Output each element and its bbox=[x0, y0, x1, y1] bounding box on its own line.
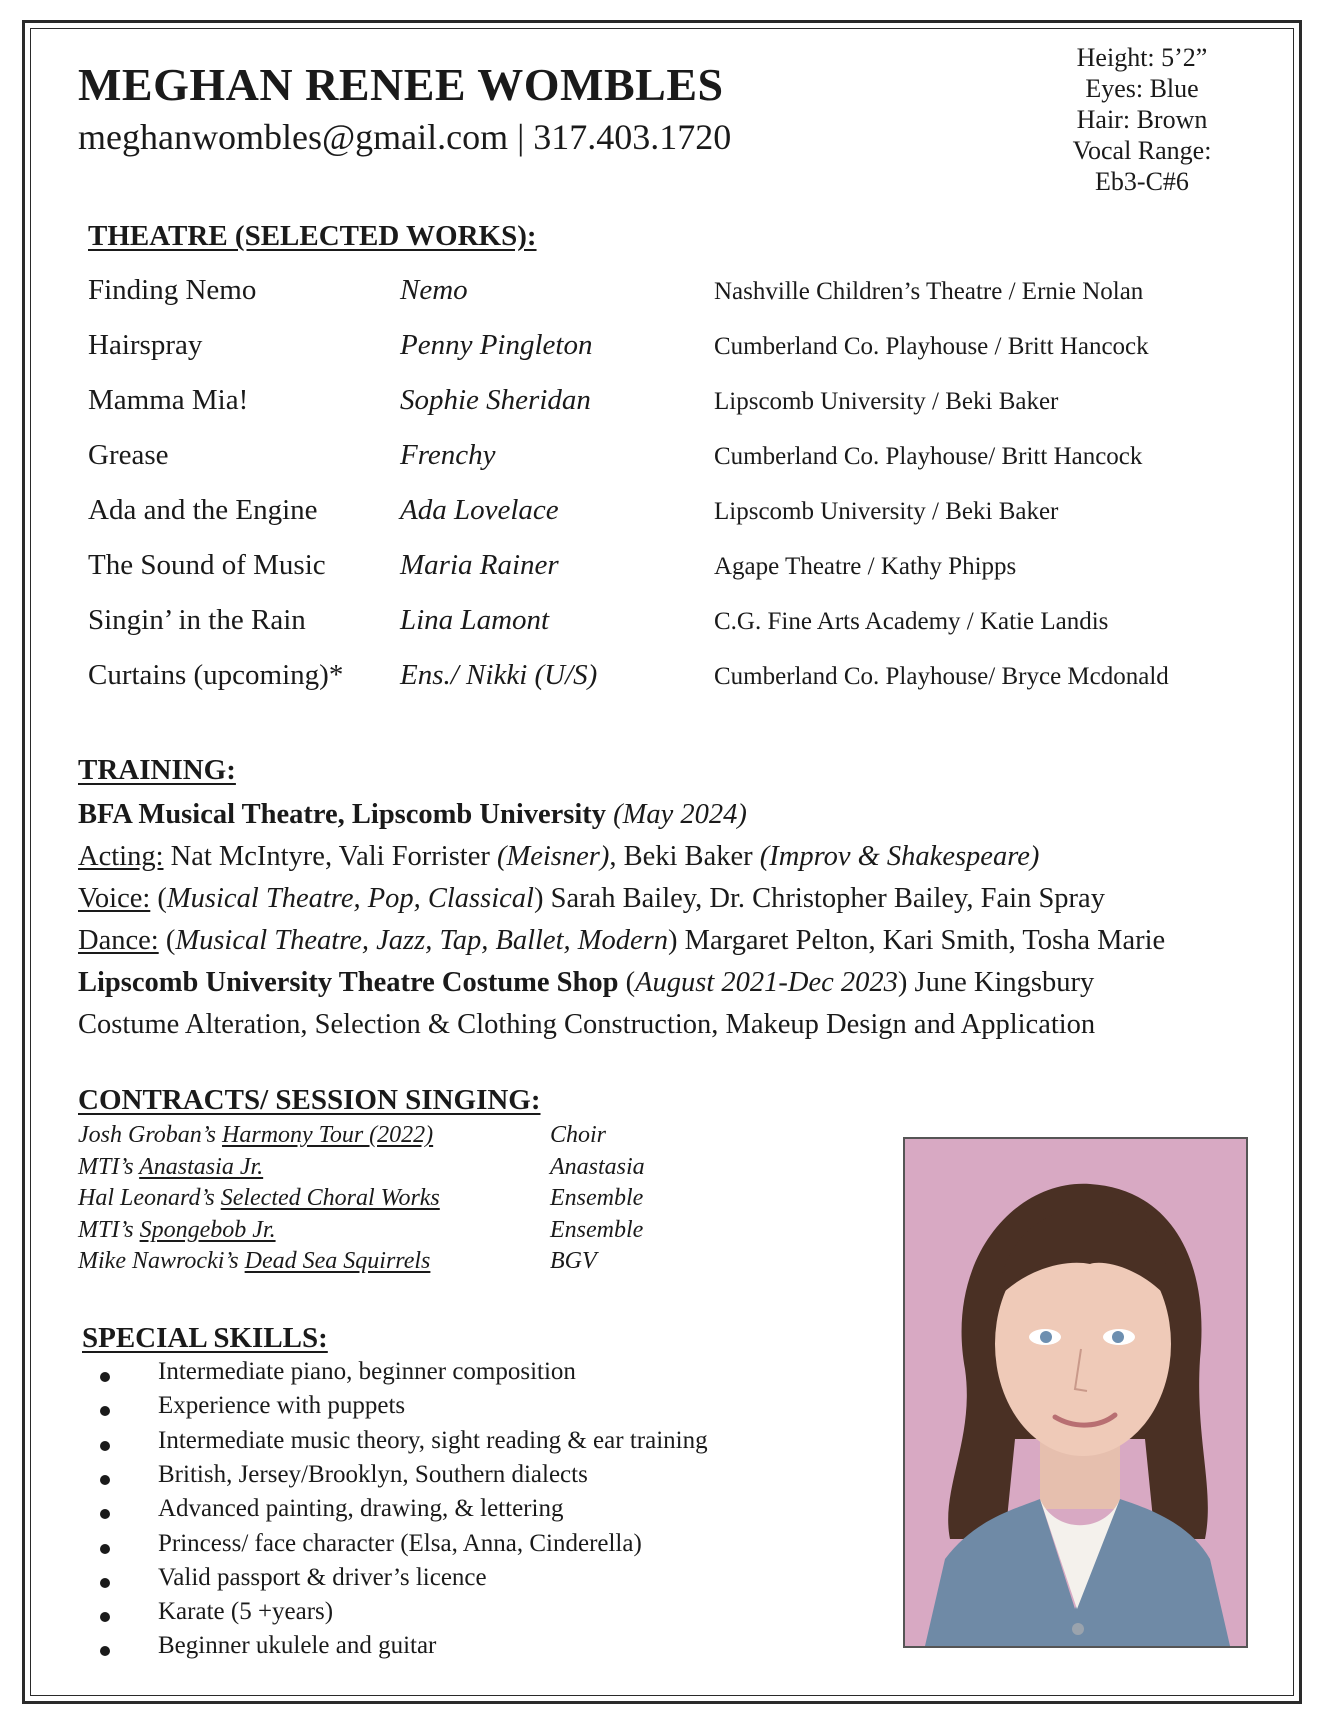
bullet-icon bbox=[100, 1499, 110, 1509]
bullet-icon bbox=[100, 1602, 110, 1612]
bullet-icon bbox=[100, 1465, 110, 1475]
bullet-icon bbox=[100, 1534, 110, 1544]
headshot-illustration bbox=[905, 1139, 1246, 1646]
contract-role: Choir bbox=[550, 1122, 607, 1148]
contract-title: Selected Choral Works bbox=[220, 1185, 440, 1211]
credit-row bbox=[88, 329, 1268, 369]
skill-text: Advanced painting, drawing, & lettering bbox=[158, 1495, 564, 1523]
contract-role: BGV bbox=[550, 1248, 597, 1274]
credit-role: Penny Pingleton bbox=[400, 329, 593, 361]
bullet-icon bbox=[100, 1431, 110, 1441]
contract-project bbox=[78, 1217, 276, 1244]
bullet-icon bbox=[100, 1636, 110, 1646]
credit-row bbox=[88, 384, 1268, 424]
training-acting: Acting: Nat McIntyre, Vali Forrister (Meisner), Beki Baker (Improv & Shakespeare) bbox=[78, 841, 1040, 872]
credit-venue: Nashville Children’s Theatre / Ernie Nolan bbox=[714, 278, 1144, 305]
contracts-heading: CONTRACTS/ SESSION SINGING: bbox=[78, 1084, 541, 1116]
applicant-name: MEGHAN RENEE WOMBLES bbox=[78, 59, 724, 110]
skill-text: Intermediate piano, beginner composition bbox=[158, 1358, 576, 1385]
credit-role: Sophie Sheridan bbox=[400, 384, 591, 416]
contract-project bbox=[78, 1122, 433, 1149]
contract-title: Dead Sea Squirrels bbox=[244, 1248, 431, 1274]
skill-text: Intermediate music theory, sight reading & ear training bbox=[158, 1426, 708, 1454]
credit-venue: Agape Theatre / Kathy Phipps bbox=[714, 553, 1017, 580]
training-voice: Voice: (Musical Theatre, Pop, Classical) Sarah Bailey, Dr. Christopher Bailey, Fain Spray bbox=[78, 883, 1105, 914]
contract-role: Ensemble bbox=[550, 1216, 644, 1243]
bullet-icon bbox=[100, 1362, 110, 1372]
credit-row bbox=[88, 494, 1268, 534]
contract-producer: MTI’s bbox=[78, 1153, 140, 1180]
contact-separator: | bbox=[517, 117, 525, 157]
credit-show: Hairspray bbox=[88, 329, 203, 361]
contract-producer: MTI’s bbox=[78, 1216, 140, 1243]
credit-row bbox=[88, 439, 1268, 479]
stat-height: Height: 5’2” bbox=[1076, 43, 1208, 72]
skill-text: British, Jersey/Brooklyn, Southern dialects bbox=[158, 1460, 588, 1488]
skill-text: Beginner ukulele and guitar bbox=[158, 1632, 437, 1660]
credit-venue: Lipscomb University / Beki Baker bbox=[714, 388, 1059, 415]
credit-role: Maria Rainer bbox=[400, 549, 559, 581]
bullet-icon bbox=[100, 1396, 110, 1406]
credit-venue: Cumberland Co. Playhouse/ Bryce Mcdonald bbox=[714, 663, 1169, 690]
training-degree: BFA Musical Theatre, Lipscomb University (May 2024) bbox=[78, 799, 747, 830]
contract-title: Harmony Tour (2022) bbox=[222, 1122, 434, 1148]
credit-row bbox=[88, 549, 1268, 589]
credit-row bbox=[88, 659, 1268, 699]
vest-button bbox=[1072, 1623, 1084, 1635]
contract-project bbox=[78, 1248, 430, 1275]
credit-show: The Sound of Music bbox=[88, 549, 326, 581]
credit-show: Finding Nemo bbox=[88, 274, 257, 306]
credit-role: Lina Lamont bbox=[400, 604, 550, 636]
contract-project bbox=[78, 1185, 440, 1212]
training-section bbox=[78, 794, 1165, 1046]
stat-hair: Hair: Brown bbox=[1076, 105, 1208, 134]
skill-text: Karate (5 +years) bbox=[158, 1598, 334, 1626]
contract-title: Spongebob Jr. bbox=[139, 1216, 276, 1243]
skill-text: Experience with puppets bbox=[158, 1392, 406, 1420]
credit-show: Curtains (upcoming)* bbox=[88, 659, 344, 691]
theatre-heading: THEATRE (SELECTED WORKS): bbox=[88, 220, 537, 252]
email-link[interactable]: meghanwombles@gmail.com bbox=[78, 117, 509, 157]
contract-role: Anastasia bbox=[550, 1153, 645, 1180]
credit-venue: Cumberland Co. Playhouse / Britt Hancock bbox=[714, 333, 1149, 360]
stat-vocal-value: Eb3-C#6 bbox=[1095, 167, 1189, 196]
credit-show: Mamma Mia! bbox=[88, 384, 249, 416]
skills-heading: SPECIAL SKILLS: bbox=[82, 1322, 328, 1354]
stat-vocal-label: Vocal Range: bbox=[1072, 136, 1212, 165]
credit-role: Ens./ Nikki (U/S) bbox=[400, 659, 598, 691]
training-dance: Dance: (Musical Theatre, Jazz, Tap, Ballet, Modern) Margaret Pelton, Kari Smith, Tosha Marie bbox=[78, 925, 1166, 956]
contact-line bbox=[78, 116, 731, 158]
credit-row bbox=[88, 274, 1268, 314]
right-iris bbox=[1112, 1331, 1124, 1343]
credit-row bbox=[88, 604, 1268, 644]
contract-title: Anastasia Jr. bbox=[139, 1153, 264, 1180]
credit-role: Ada Lovelace bbox=[400, 494, 559, 526]
credit-show: Ada and the Engine bbox=[88, 494, 318, 526]
skill-text: Valid passport & driver’s licence bbox=[158, 1563, 487, 1591]
skill-text: Princess/ face character (Elsa, Anna, Cinderella) bbox=[158, 1529, 642, 1557]
contract-producer: Mike Nawrocki’s bbox=[78, 1248, 245, 1274]
credit-role: Nemo bbox=[400, 274, 468, 306]
phone-number: 317.403.1720 bbox=[533, 117, 732, 157]
credit-show: Grease bbox=[88, 439, 169, 471]
contract-role: Ensemble bbox=[550, 1185, 644, 1211]
credit-venue: Lipscomb University / Beki Baker bbox=[714, 498, 1059, 525]
training-costume-shop: Lipscomb University Theatre Costume Shop (August 2021-Dec 2023) June Kingsbury bbox=[78, 967, 1095, 998]
physical-stats bbox=[1022, 42, 1262, 197]
training-costume-skills: Costume Alteration, Selection & Clothing Construction, Makeup Design and Application bbox=[78, 1009, 1096, 1040]
credit-role: Frenchy bbox=[400, 439, 496, 471]
credit-show: Singin’ in the Rain bbox=[88, 604, 306, 636]
training-heading: TRAINING: bbox=[78, 754, 236, 786]
bullet-icon bbox=[100, 1568, 110, 1578]
contract-producer: Josh Groban’s bbox=[78, 1122, 223, 1148]
contract-producer: Hal Leonard’s bbox=[78, 1185, 221, 1211]
stat-eyes: Eyes: Blue bbox=[1085, 74, 1199, 103]
headshot-photo bbox=[903, 1137, 1248, 1648]
credit-venue: C.G. Fine Arts Academy / Katie Landis bbox=[714, 608, 1109, 635]
left-iris bbox=[1040, 1331, 1052, 1343]
contract-project bbox=[78, 1154, 263, 1181]
credit-venue: Cumberland Co. Playhouse/ Britt Hancock bbox=[714, 443, 1143, 470]
